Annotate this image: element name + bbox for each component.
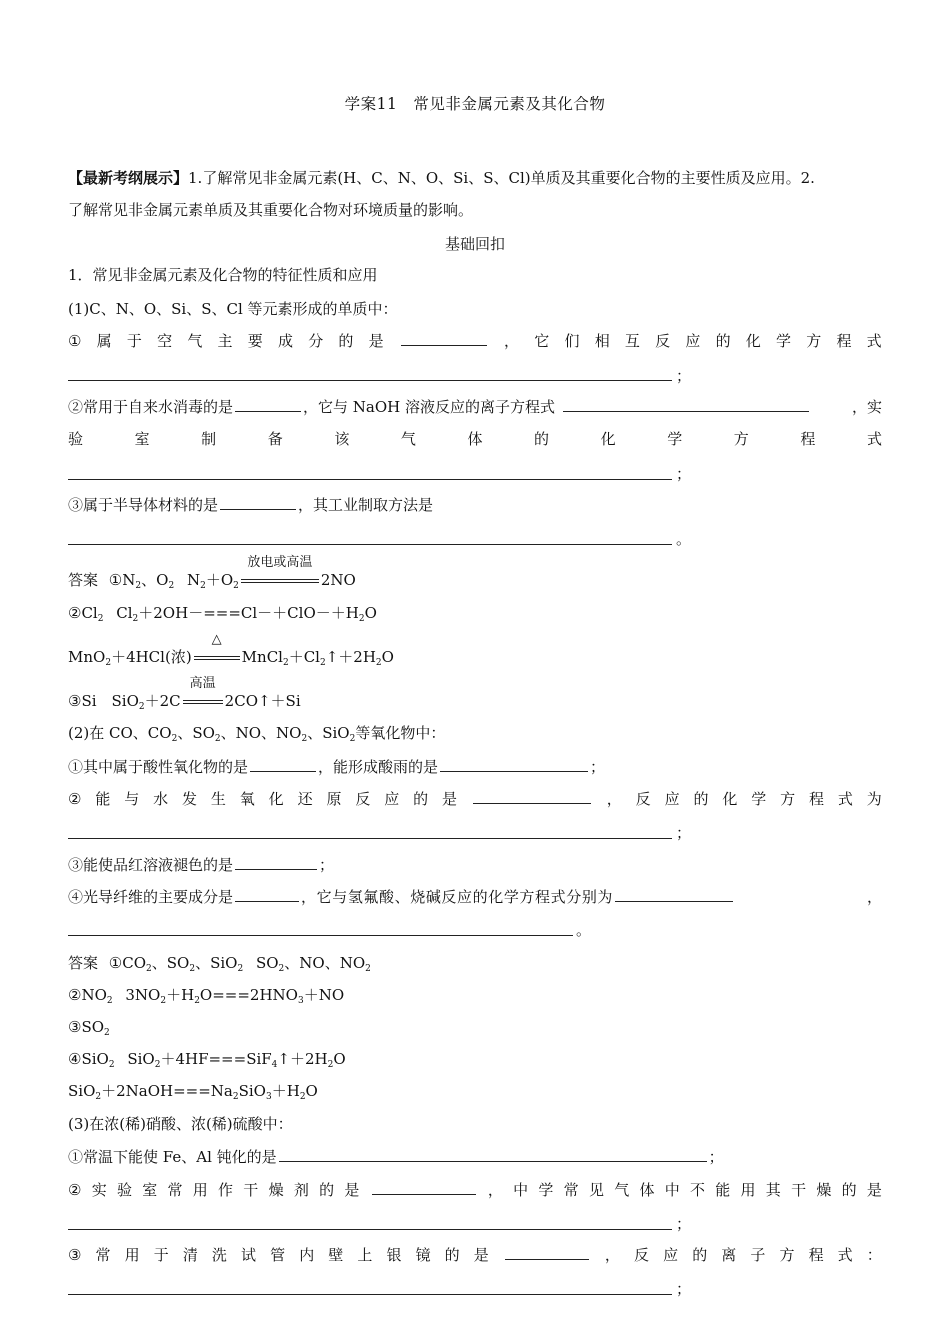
question-char: 常 bbox=[95, 1246, 111, 1264]
answer-blank[interactable] bbox=[505, 1245, 589, 1260]
question-char: 式 bbox=[837, 790, 853, 808]
question-char: 程 bbox=[800, 430, 816, 448]
part2-question-2 bbox=[68, 789, 882, 809]
part2-question-1 bbox=[68, 757, 882, 777]
question-char: 剂 bbox=[293, 1181, 309, 1199]
part1-question-1 bbox=[68, 331, 882, 351]
outline-line-2: 了解常见非金属元素单质及其重要化合物对环境质量的影响。 bbox=[68, 201, 474, 219]
subscript: 2 bbox=[194, 996, 200, 1006]
subscript: 2 bbox=[168, 581, 175, 591]
subscript: 2 bbox=[154, 1060, 161, 1070]
subscript: 2 bbox=[358, 614, 365, 624]
answer2-line-2 bbox=[68, 985, 882, 1011]
question-char: 的 bbox=[841, 1181, 857, 1199]
p2-intro: 、SiO bbox=[307, 724, 350, 742]
period: 。 bbox=[576, 921, 592, 939]
p2-intro: (2)在 CO、CO bbox=[68, 724, 172, 742]
question-char: 的 bbox=[338, 332, 354, 350]
outline-label: 【最新考纲展示】 bbox=[68, 169, 189, 187]
a2-2: 3NO bbox=[125, 986, 161, 1004]
question-char: 是 bbox=[368, 332, 384, 350]
question-char: 于 bbox=[153, 1246, 169, 1264]
question-char: 学 bbox=[776, 332, 792, 350]
subscript: 2 bbox=[349, 734, 356, 744]
answer1-line-2 bbox=[68, 603, 882, 629]
a1-text: O bbox=[156, 571, 169, 589]
a2-2: ＋H bbox=[166, 986, 195, 1004]
question-char: 与 bbox=[124, 790, 140, 808]
answer-blank-line[interactable] bbox=[68, 479, 672, 480]
question-char: 化 bbox=[745, 332, 761, 350]
answer2-line-1 bbox=[68, 953, 882, 979]
question-char: ① bbox=[68, 332, 82, 350]
question-char: 发 bbox=[182, 790, 198, 808]
question-char: 相 bbox=[594, 332, 610, 350]
subscript: 4 bbox=[271, 1060, 278, 1070]
question-char: 见 bbox=[588, 1181, 604, 1199]
subscript: 2 bbox=[138, 702, 145, 712]
question-char: 是 bbox=[344, 1181, 360, 1199]
question-char: 的 bbox=[534, 430, 550, 448]
semicolon: ； bbox=[708, 1148, 724, 1166]
question-char: 水 bbox=[153, 790, 169, 808]
semicolon: ； bbox=[676, 1280, 692, 1298]
a2-1: 、SiO bbox=[195, 954, 238, 972]
q2-text-c: ，实 bbox=[851, 398, 882, 416]
question-char: 干 bbox=[243, 1181, 259, 1199]
a2-eq: Cl bbox=[116, 604, 133, 622]
subscript: 2 bbox=[105, 658, 112, 668]
subscript: 2 bbox=[108, 1060, 115, 1070]
question-char: 中 bbox=[513, 1181, 529, 1199]
a3-eq: ③Si SiO bbox=[68, 692, 139, 710]
answer-blank-line[interactable] bbox=[68, 544, 672, 545]
question-char: ， bbox=[606, 790, 622, 808]
answer-blank-line[interactable] bbox=[68, 380, 672, 381]
question-char: 学 bbox=[667, 430, 683, 448]
a2-5: O bbox=[305, 1082, 318, 1100]
question-char: 方 bbox=[780, 790, 796, 808]
section-title: 基础回扣 bbox=[444, 235, 505, 253]
a2-eq: ＋Cl bbox=[288, 648, 320, 666]
question-char: 能 bbox=[715, 1181, 731, 1199]
a2-1: 、NO、NO bbox=[284, 954, 366, 972]
question-char: 的 bbox=[715, 332, 731, 350]
p2-intro: 、NO、NO bbox=[220, 724, 302, 742]
question-char: ② bbox=[68, 1181, 82, 1199]
answer-blank-line[interactable] bbox=[68, 1229, 672, 1230]
question-char: 不 bbox=[690, 1181, 706, 1199]
subscript: 2 bbox=[365, 964, 371, 974]
question-char: 式 bbox=[866, 332, 882, 350]
question-char: 备 bbox=[267, 430, 283, 448]
semicolon: ； bbox=[319, 856, 335, 874]
question-char: 反 bbox=[655, 332, 671, 350]
question-char: 体 bbox=[639, 1181, 655, 1199]
a2-5: ＋H bbox=[271, 1082, 300, 1100]
part2-intro bbox=[68, 723, 882, 749]
semicolon: ； bbox=[676, 824, 692, 842]
question-char: 方 bbox=[779, 1246, 795, 1264]
answer-blank[interactable] bbox=[235, 855, 317, 870]
subscript: 2 bbox=[160, 996, 167, 1006]
subscript: 2 bbox=[104, 1028, 110, 1038]
a1-text: ①N bbox=[108, 571, 136, 589]
a2-2: O===2HNO bbox=[199, 986, 298, 1004]
a2-eq: ＋2OH－===Cl－＋ClO－＋H bbox=[138, 604, 359, 622]
question-char: 气 bbox=[187, 332, 203, 350]
question-char: 的 bbox=[692, 1246, 708, 1264]
subscript: 2 bbox=[189, 964, 196, 974]
q3-text-b: ，其工业制取方法是 bbox=[298, 496, 434, 514]
answer-blank-line[interactable] bbox=[68, 935, 573, 936]
question-char: 方 bbox=[806, 332, 822, 350]
question-char: 是 bbox=[473, 1246, 489, 1264]
equals-sign bbox=[241, 579, 319, 583]
question-char: 子 bbox=[750, 1246, 766, 1264]
equals-sign bbox=[183, 700, 223, 704]
a2-5: SiO bbox=[238, 1082, 266, 1100]
answer-blank[interactable] bbox=[235, 887, 299, 902]
answer1-line-1: 答案 $①N_2$、$O_2$ $N_2+O_2$ 放电或高温 2NO bbox=[68, 555, 356, 591]
subscript: 2 bbox=[278, 964, 285, 974]
comma: ， bbox=[866, 888, 882, 906]
a3-eq: 2CO↑＋Si bbox=[224, 692, 301, 710]
answer-blank[interactable] bbox=[250, 757, 316, 772]
part3-intro: (3)在浓(稀)硝酸、浓(稀)硫酸中： bbox=[68, 1115, 293, 1133]
part1-question-2 bbox=[68, 397, 882, 417]
subscript: 2 bbox=[135, 581, 142, 591]
question-char: 学 bbox=[538, 1181, 554, 1199]
question-char: 室 bbox=[142, 1181, 158, 1199]
p2q3-text: ③能使品红溶液褪色的是 bbox=[68, 856, 234, 874]
a2-1: ①CO bbox=[108, 954, 147, 972]
subscript: 2 bbox=[237, 964, 244, 974]
part2-question-4 bbox=[68, 887, 882, 907]
question-char: 于 bbox=[126, 332, 142, 350]
a1-eq: N bbox=[186, 571, 201, 589]
subscript: 2 bbox=[301, 734, 308, 744]
question-char: ： bbox=[866, 1246, 882, 1264]
question-char: 化 bbox=[600, 430, 616, 448]
p2-intro: 、SO bbox=[177, 724, 215, 742]
answer-blank[interactable] bbox=[279, 1147, 707, 1162]
question-char: 的 bbox=[319, 1181, 335, 1199]
question-char: 银 bbox=[386, 1246, 402, 1264]
reaction-condition bbox=[183, 676, 223, 711]
a2-eq: O bbox=[364, 604, 377, 622]
a2-4: O bbox=[333, 1050, 346, 1068]
question-char: ③ bbox=[68, 1246, 82, 1264]
question-char: 气 bbox=[614, 1181, 630, 1199]
question-char: 洗 bbox=[211, 1246, 227, 1264]
a3-eq: ＋2C bbox=[144, 692, 181, 710]
a2-eq: ↑＋2H bbox=[325, 648, 376, 666]
question-char: 化 bbox=[268, 790, 284, 808]
part2-question-3 bbox=[68, 855, 882, 875]
condition-text: △ bbox=[211, 632, 222, 647]
p2q4-text: ，它与氢氟酸、烧碱反应的化学方程式分别为 bbox=[301, 888, 614, 906]
question-char: 式 bbox=[866, 430, 882, 448]
answer-blank[interactable] bbox=[401, 331, 487, 346]
question-char: 清 bbox=[182, 1246, 198, 1264]
a2-2: ②NO bbox=[68, 986, 107, 1004]
a2-5: ＋2NaOH===Na bbox=[101, 1082, 233, 1100]
question-char: 应 bbox=[384, 790, 400, 808]
question-char: 燥 bbox=[268, 1181, 284, 1199]
question-char: ， bbox=[504, 332, 520, 350]
part3-question-3 bbox=[68, 1245, 882, 1265]
question-char: 生 bbox=[210, 790, 226, 808]
question-char: 反 bbox=[635, 790, 651, 808]
question-char: 程 bbox=[809, 790, 825, 808]
question-char: 是 bbox=[442, 790, 458, 808]
answer-blank[interactable] bbox=[372, 1180, 476, 1195]
a2-4: SiO bbox=[127, 1050, 155, 1068]
question-char: 是 bbox=[866, 1181, 882, 1199]
question-char: 化 bbox=[722, 790, 738, 808]
p2q4-text: ④光导纤维的主要成分是 bbox=[68, 888, 234, 906]
subscript: 2 bbox=[106, 996, 113, 1006]
question-char: 实 bbox=[91, 1181, 107, 1199]
question-char: 学 bbox=[751, 790, 767, 808]
question-char: 燥 bbox=[816, 1181, 832, 1199]
answer-blank[interactable] bbox=[235, 397, 301, 412]
answer1-line-3 bbox=[68, 632, 882, 673]
a2-eq: MnO bbox=[68, 648, 106, 666]
a2-eq: ＋4HCl(浓) bbox=[111, 648, 192, 666]
outline-line-1 bbox=[68, 168, 882, 188]
question-char: 常 bbox=[167, 1181, 183, 1199]
answer-label: 答案 bbox=[68, 954, 99, 972]
question-char: 互 bbox=[624, 332, 640, 350]
answer-blank[interactable] bbox=[440, 757, 588, 772]
answer2-line-3 bbox=[68, 1017, 882, 1043]
page-title: 学案11 常见非金属元素及其化合物 bbox=[344, 95, 606, 113]
subscript: 2 bbox=[146, 964, 152, 974]
question-char: 壁 bbox=[328, 1246, 344, 1264]
semicolon: ； bbox=[676, 367, 692, 385]
question-char: 干 bbox=[791, 1181, 807, 1199]
p2-intro: 等氧化物中： bbox=[355, 724, 446, 742]
semicolon: ； bbox=[590, 758, 606, 776]
question-char: 为 bbox=[866, 790, 882, 808]
question-char: 能 bbox=[95, 790, 111, 808]
a1-eq: ＋O bbox=[205, 571, 234, 589]
answer-blank[interactable] bbox=[615, 887, 733, 902]
question-char: 试 bbox=[241, 1246, 257, 1264]
question-char: 要 bbox=[247, 332, 263, 350]
question-char: ② bbox=[68, 790, 82, 808]
condition-text: 放电或高温 bbox=[247, 555, 313, 570]
subscript: 2 bbox=[232, 1092, 239, 1102]
question-char: 室 bbox=[134, 430, 150, 448]
question-char: 氧 bbox=[239, 790, 255, 808]
subscript: 2 bbox=[200, 581, 206, 591]
reaction-condition bbox=[194, 632, 240, 667]
question-char: 属 bbox=[96, 332, 112, 350]
question-char: 用 bbox=[124, 1246, 140, 1264]
question-char: 气 bbox=[400, 430, 416, 448]
question-char: 反 bbox=[355, 790, 371, 808]
a2-4: ↑＋2H bbox=[277, 1050, 328, 1068]
question-char: 常 bbox=[563, 1181, 579, 1199]
part1-question-3 bbox=[68, 495, 882, 515]
answer-blank[interactable] bbox=[220, 495, 296, 510]
answer-blank-line[interactable] bbox=[68, 1294, 672, 1295]
question-char: 离 bbox=[721, 1246, 737, 1264]
subscript: 2 bbox=[171, 734, 178, 744]
question-char: 中 bbox=[664, 1181, 680, 1199]
question-char: 它 bbox=[534, 332, 550, 350]
a2-5: SiO bbox=[68, 1082, 96, 1100]
subscript: 2 bbox=[327, 1060, 334, 1070]
p2q1-text: ①其中属于酸性氧化物的是 bbox=[68, 758, 249, 776]
answer-blank[interactable] bbox=[473, 789, 591, 804]
question-char: 用 bbox=[740, 1181, 756, 1199]
question-char: 体 bbox=[467, 430, 483, 448]
question-char: 管 bbox=[270, 1246, 286, 1264]
subscript: 2 bbox=[299, 1092, 306, 1102]
subscript: 2 bbox=[233, 581, 239, 591]
question-char: 其 bbox=[765, 1181, 781, 1199]
a2-4: ④SiO bbox=[68, 1050, 109, 1068]
answer-blank-line[interactable] bbox=[68, 838, 672, 839]
a1-eq: 2NO bbox=[320, 571, 356, 589]
semicolon: ； bbox=[676, 465, 692, 483]
question-char: 应 bbox=[664, 790, 680, 808]
subscript: 2 bbox=[282, 658, 289, 668]
a2-eq: O bbox=[381, 648, 394, 666]
question-char: 用 bbox=[192, 1181, 208, 1199]
q2-text-b: ，它与 NaOH 溶液反应的离子方程式 bbox=[303, 398, 555, 416]
subscript: 2 bbox=[319, 658, 326, 668]
a2-eq: MnCl bbox=[241, 648, 283, 666]
p3q1-text: ①常温下能使 Fe、Al 钝化的是 bbox=[68, 1148, 277, 1166]
a2-4: ＋4HF===SiF bbox=[160, 1050, 272, 1068]
question-char: 的 bbox=[413, 790, 429, 808]
question-char: 应 bbox=[663, 1246, 679, 1264]
equals-sign bbox=[194, 656, 240, 660]
part3-question-1 bbox=[68, 1147, 882, 1167]
question-char: 验 bbox=[68, 430, 84, 448]
period: 。 bbox=[676, 530, 692, 548]
semicolon: ； bbox=[676, 1215, 692, 1233]
a2-3: ③SO bbox=[68, 1018, 105, 1036]
question-char: 式 bbox=[837, 1246, 853, 1264]
question-char: 反 bbox=[634, 1246, 650, 1264]
subscript: 2 bbox=[214, 734, 221, 744]
question-char: ， bbox=[487, 1181, 503, 1199]
a2-1: SO bbox=[255, 954, 279, 972]
question-char: 的 bbox=[444, 1246, 460, 1264]
question-char: 原 bbox=[326, 790, 342, 808]
answer1-line-4 bbox=[68, 676, 882, 717]
outline-text-1: 1.了解常见非金属元素(H、C、N、O、Si、S、Cl)单质及其重要化合物的主要性质及应用。2. bbox=[188, 169, 815, 187]
question-char: 程 bbox=[808, 1246, 824, 1264]
question-char: 验 bbox=[116, 1181, 132, 1199]
a2-1: 、SO bbox=[151, 954, 190, 972]
question-char: 成 bbox=[277, 332, 293, 350]
question-char: ， bbox=[604, 1246, 620, 1264]
question-char: 该 bbox=[334, 430, 350, 448]
question-char: 制 bbox=[201, 430, 217, 448]
answer2-line-5 bbox=[68, 1081, 882, 1107]
reaction-condition bbox=[241, 555, 319, 590]
p2q1-text: ，能形成酸雨的是 bbox=[318, 758, 439, 776]
question-char: 镜 bbox=[415, 1246, 431, 1264]
subscript: 2 bbox=[132, 614, 139, 624]
subscript: 3 bbox=[265, 1092, 272, 1102]
subscript: 2 bbox=[95, 1092, 102, 1102]
subscript: 3 bbox=[297, 996, 304, 1006]
question-char: 空 bbox=[157, 332, 173, 350]
question-char: 们 bbox=[564, 332, 580, 350]
a2-text: ②Cl bbox=[68, 604, 98, 622]
question-char: 方 bbox=[733, 430, 749, 448]
question-char: 主 bbox=[217, 332, 233, 350]
part1-intro: (1)C、N、O、Si、S、Cl 等元素形成的单质中： bbox=[68, 300, 398, 318]
condition-text: 高温 bbox=[189, 676, 216, 691]
answer2-line-4 bbox=[68, 1049, 882, 1075]
a2-2: ＋NO bbox=[303, 986, 345, 1004]
question-char: 分 bbox=[308, 332, 324, 350]
subscript: 2 bbox=[97, 614, 104, 624]
question-char: 还 bbox=[297, 790, 313, 808]
question-char: 内 bbox=[299, 1246, 315, 1264]
question-char: 作 bbox=[218, 1181, 234, 1199]
answer-blank[interactable] bbox=[563, 397, 809, 412]
part3-question-2 bbox=[68, 1180, 882, 1200]
question-char: 上 bbox=[357, 1246, 373, 1264]
question-char: 应 bbox=[685, 332, 701, 350]
question-char: 的 bbox=[693, 790, 709, 808]
question-char: 程 bbox=[836, 332, 852, 350]
q3-text-a: ③属于半导体材料的是 bbox=[68, 496, 219, 514]
subscript: 2 bbox=[375, 658, 382, 668]
q2-text-a: ②常用于自来水消毒的是 bbox=[68, 398, 234, 416]
heading-1: 1．常见非金属元素及化合物的特征性质和应用 bbox=[68, 266, 378, 284]
answer-label: 答案 bbox=[68, 571, 99, 589]
part1-question-2-line-2 bbox=[68, 429, 882, 449]
